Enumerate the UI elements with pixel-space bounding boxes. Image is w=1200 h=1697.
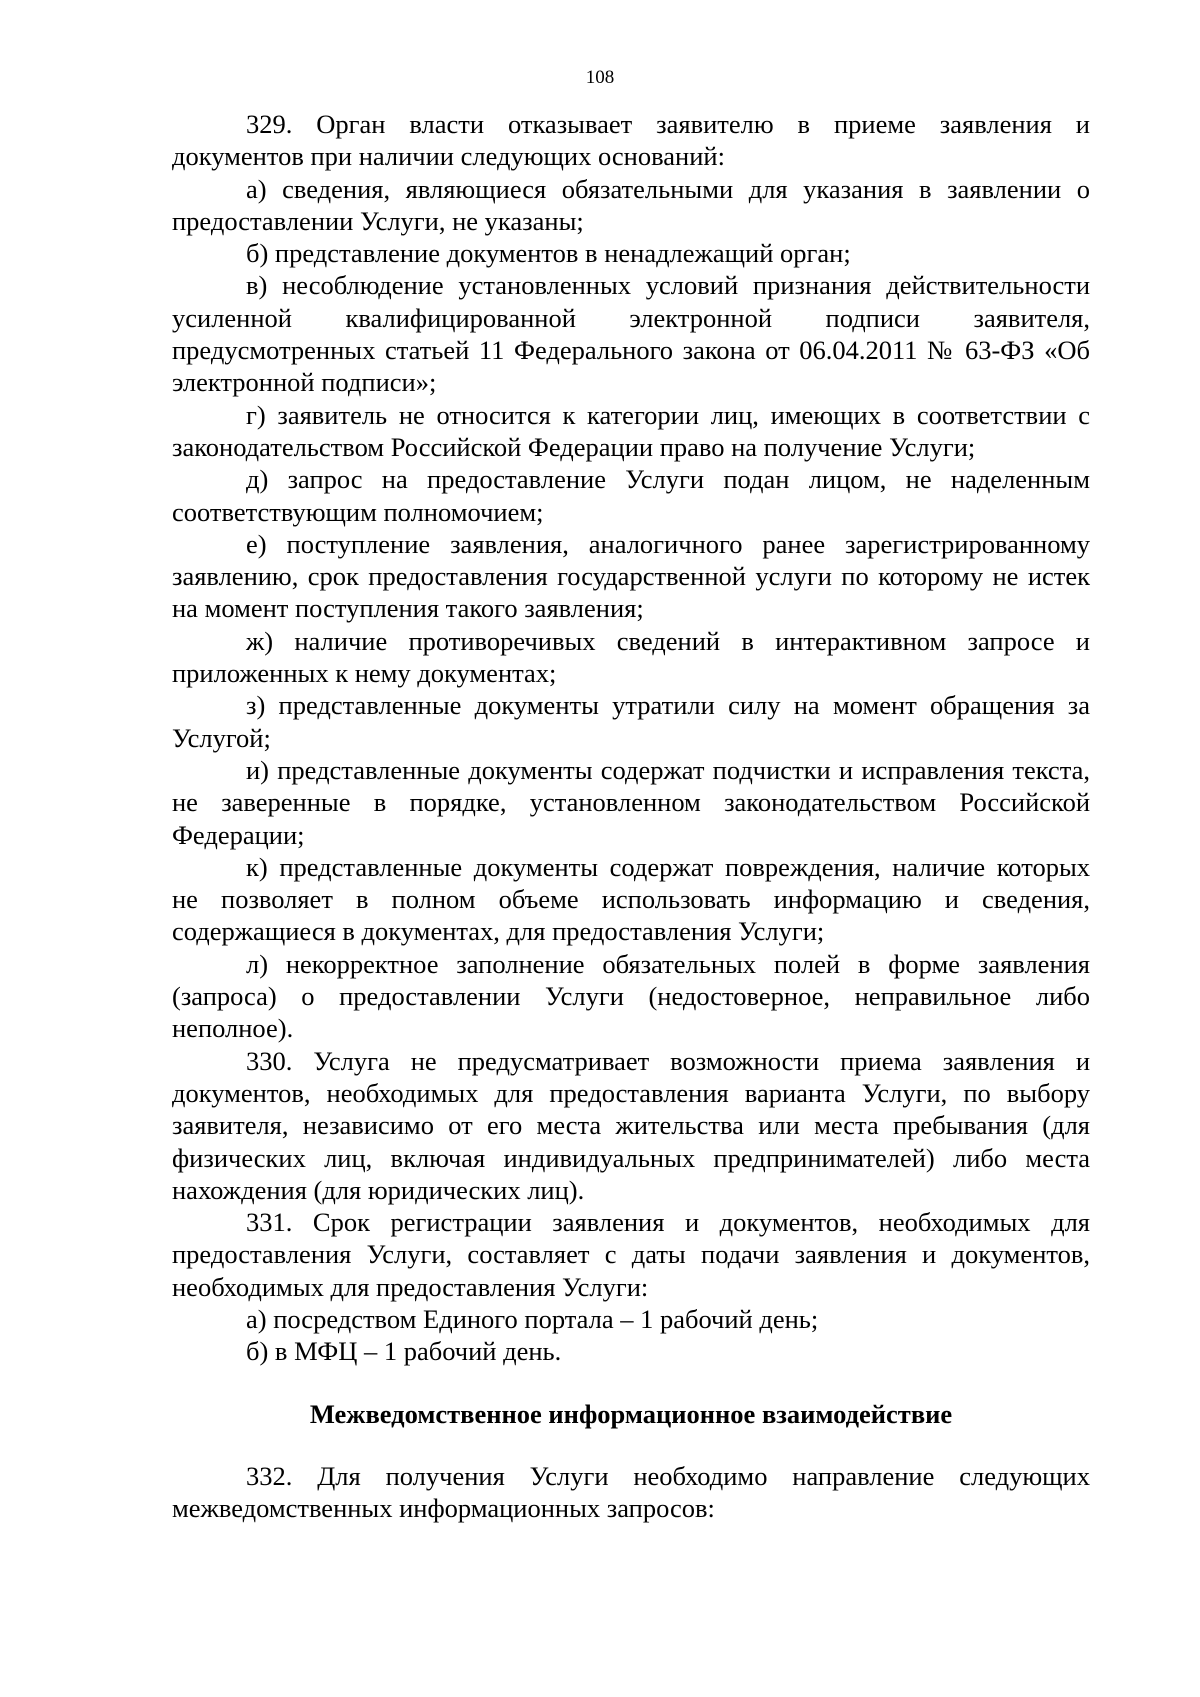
paragraph-332: 332. Для получения Услуги необходимо направление следующих межведомственных информационных запросов: <box>172 1460 1090 1524</box>
paragraph-331: 331. Срок регистрации заявления и документов, необходимых для предоставления Услуги, составляет с даты подачи заявления и документов, необходимых для предоставления Услуги: <box>172 1207 1090 1302</box>
paragraph-331-b: б) в МФЦ – 1 рабочий день. <box>246 1336 562 1367</box>
paragraph-329-i: и) представленные документы содержат подчистки и исправления текста, не заверенные в порядке, установленном законодательством Российской Федерации; <box>172 754 1090 850</box>
paragraph-329-e: е) поступление заявления, аналогичного ранее зарегистрированному заявлению, срок предоставления государственной услуги по которому не истек на момент поступления такого заявления; <box>172 528 1090 624</box>
paragraph-331-a: а) посредством Единого портала – 1 рабочий день; <box>246 1303 819 1334</box>
paragraph-329-d: д) запрос на предоставление Услуги подан лицом, не наделенным соответствующим полномочием; <box>172 464 1090 527</box>
paragraph-330: 330. Услуга не предусматривает возможности приема заявления и документов, необходимых для предоставления варианта Услуги, по выбору заявителя, независимо от его места жительства или места пребывания (для физических лиц, включая индивидуальных предпринимателей) либо места нахождения (для юридических лиц). <box>172 1045 1090 1205</box>
paragraph-329-z: з) представленные документы утратили силу на момент обращения за Услугой; <box>172 690 1090 753</box>
section-heading: Межведомственное информационное взаимодействие <box>309 1398 953 1429</box>
paragraph-329-k: к) представленные документы содержат повреждения, наличие которых не позволяет в полном объеме использовать информацию и сведения, содержащиеся в документах, для предоставления Услуги; <box>172 851 1090 947</box>
paragraph-329-b: б) представление документов в ненадлежащий орган; <box>246 238 851 269</box>
paragraph-329-zh: ж) наличие противоречивых сведений в интерактивном запросе и приложенных к нему документах; <box>172 625 1090 689</box>
paragraph-329-g: г) заявитель не относится к категории лиц, имеющих в соответствии с законодательством Российской Федерации право на получение Услуги; <box>172 399 1090 462</box>
document-body <box>172 108 1090 1524</box>
paragraph-329-v: в) несоблюдение установленных условий признания действительности усиленной квалифицированной электронной подписи заявителя, предусмотренных статьей 11 Федерального закона от 06.04.2011 № 63-ФЗ «Об электронной подписи»; <box>172 270 1090 398</box>
paragraph-329-a: а) сведения, являющиеся обязательными для указания в заявлении о предоставлении Услуги, не указаны; <box>172 173 1090 236</box>
page-number: 108 <box>585 67 615 88</box>
paragraph-329: 329. Орган власти отказывает заявителю в приеме заявления и документов при наличии следующих оснований: <box>172 109 1090 172</box>
paragraph-329-l: л) некорректное заполнение обязательных полей в форме заявления (запроса) о предоставлении Услуги (недостоверное, неправильное либо неполное). <box>172 948 1090 1044</box>
